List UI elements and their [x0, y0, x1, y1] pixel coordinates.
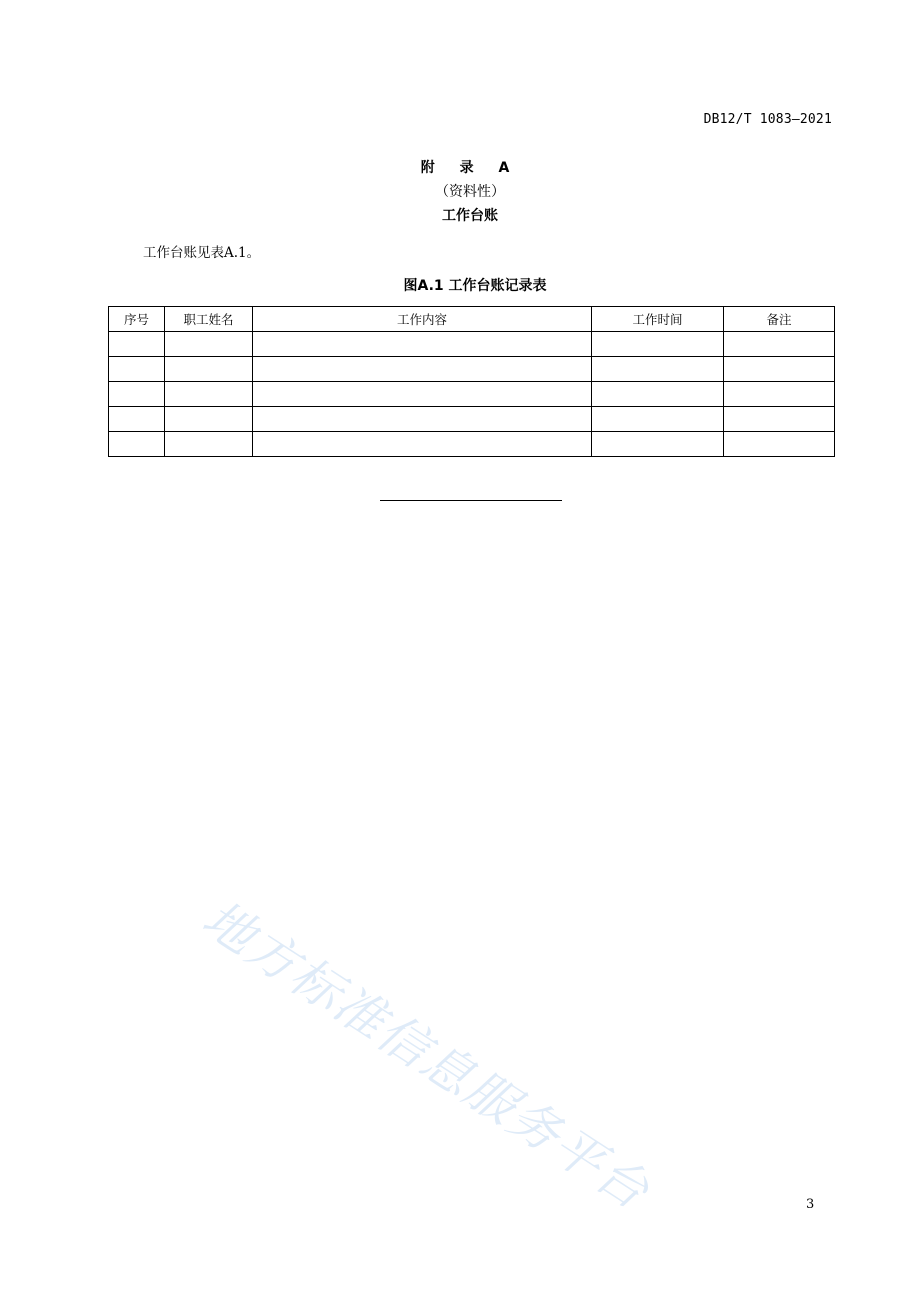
table-row — [109, 432, 835, 457]
table-row — [109, 382, 835, 407]
table-cell — [165, 382, 253, 407]
intro-paragraph: 工作台账见表A.1。 — [143, 245, 261, 261]
column-header-remarks: 备注 — [724, 307, 835, 332]
table-cell — [253, 357, 592, 382]
table-cell — [109, 357, 165, 382]
table-cell — [253, 407, 592, 432]
watermark-text: 地方标准信息服务平台 — [192, 889, 661, 1222]
appendix-label: 附 录 A — [420, 160, 520, 176]
table-cell — [109, 407, 165, 432]
table-cell — [109, 432, 165, 457]
page-number: 3 — [806, 1197, 815, 1212]
table-cell — [724, 407, 835, 432]
table-cell — [109, 332, 165, 357]
table-header-row — [109, 307, 835, 332]
table-cell — [253, 432, 592, 457]
document-code: DB12/T 1083—2021 — [703, 112, 832, 127]
table-caption: 图A.1 工作台账记录表 — [403, 278, 547, 294]
table-cell — [253, 332, 592, 357]
column-header-work-time: 工作时间 — [592, 307, 724, 332]
appendix-nature: （资料性） — [435, 184, 505, 200]
appendix-title: 工作台账 — [442, 208, 498, 224]
table-cell — [724, 357, 835, 382]
table-cell — [165, 407, 253, 432]
table-cell — [165, 432, 253, 457]
column-header-work-content: 工作内容 — [253, 307, 592, 332]
table-cell — [724, 382, 835, 407]
table-cell — [109, 382, 165, 407]
work-ledger-table — [108, 306, 835, 457]
column-header-serial: 序号 — [109, 307, 165, 332]
column-header-employee-name: 职工姓名 — [165, 307, 253, 332]
table-cell — [165, 357, 253, 382]
table-cell — [592, 407, 724, 432]
table-cell — [724, 432, 835, 457]
table-cell — [592, 332, 724, 357]
table-row — [109, 357, 835, 382]
table-cell — [592, 432, 724, 457]
table-cell — [253, 382, 592, 407]
table-row — [109, 332, 835, 357]
table-cell — [165, 332, 253, 357]
table-row — [109, 407, 835, 432]
table-cell — [724, 332, 835, 357]
end-of-document-rule — [380, 500, 562, 501]
table-cell — [592, 382, 724, 407]
table-cell — [592, 357, 724, 382]
